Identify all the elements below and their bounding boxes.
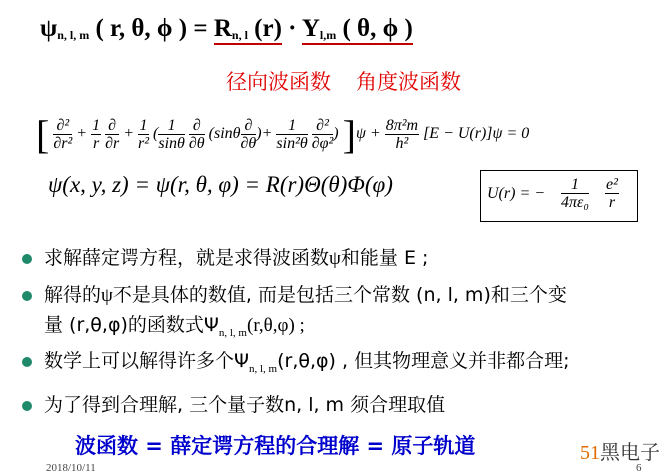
bullet-2-cont [44, 310, 305, 339]
bullet-dot [22, 357, 32, 367]
angular-label: 角度波函数 [356, 70, 461, 94]
bullet-text: 和能量 E ; [340, 247, 429, 269]
bullet-text: (r,θ,φ) , 但其物理意义并非都合理; [277, 350, 570, 372]
wavefunction-separation-equation [40, 15, 413, 43]
potential-box: U(r) = − $\frac{1}{\text{4πε₀}}$ $\frac{\text{e²}}{r}$ [480, 170, 638, 222]
bullet-text: 解得的 [44, 284, 102, 306]
psi-subscript: n, l, m [218, 326, 247, 339]
bullet-text: 为了得到合理解, 三个量子数n, l, m 须合理取值 [44, 394, 446, 416]
angular-args: ( θ, ϕ ) [342, 15, 413, 42]
bullet-2 [44, 280, 567, 307]
bullet-text: 数学上可以解得许多个Ψ [44, 350, 249, 372]
potential-lhs: U(r) = − [487, 185, 546, 202]
bullet-3 [44, 346, 570, 375]
psi-subscript: n, l, m [57, 28, 90, 42]
radial-args: (r) [254, 15, 282, 42]
logo-number: 51 [580, 442, 600, 464]
energy-term: [E − U(r)]ψ [423, 125, 503, 143]
radial-subscript: n, l [231, 28, 248, 42]
bullet-text: 不是具体的数值, 而是包括三个常数 (n, l, m)和三个变 [112, 284, 567, 306]
wavefunction-coordinate-equation: ψ(x, y, z) = ψ(r, θ, φ) = R(r)Θ(θ)Φ(φ) [48, 172, 393, 197]
psi-subscript: n, l, m [248, 362, 278, 375]
bullet-dot [22, 254, 32, 264]
radial-label: 径向波函数 [226, 70, 331, 94]
logo-text: 黑电子 [600, 440, 660, 464]
bullet-4 [44, 390, 445, 417]
psi-symbol: ψ [40, 15, 58, 42]
dot-operator: · [288, 15, 297, 42]
angular-part [302, 15, 413, 45]
psi-symbol: ψ [101, 285, 113, 306]
radial-symbol: R [213, 15, 232, 42]
summary-line: 波函数 = 薛定谔方程的合理解 = 原子轨道 [75, 434, 476, 458]
footer-date: 2018/10/11 [46, 462, 96, 474]
psi-args: ( r, θ, ϕ ) = [95, 15, 208, 42]
schrodinger-equation: [ $\frac{\text{∂²}}{\text{∂r²}}$ + $\frac{1}{r}$ $\frac{\partial}{\partial r}$ + $\frac{1}{\text{r²}}$ ( $\frac{1}{\sin\theta}$ $\frac{\partial}{\partial\theta}$ (sinθ $\frac{\partial}{\partial\theta}$ )+ $\frac{1}{\text{sin²θ}}$ $\frac{\text{∂²}}{\text{∂φ²}}$ ) ]ψ + $\frac{\text{8π²m}}{\text{h²}}$ [E − U(r)]ψ = 0 [36, 112, 530, 157]
angular-symbol: Y [301, 15, 320, 42]
bullet-dot [22, 291, 32, 301]
bullet-text: 量 (r,θ,φ)的函数式Ψ [44, 314, 219, 336]
bullet-text: 求解薛定谔方程，就是求得波函数 [44, 247, 330, 269]
bullet-dot [22, 401, 32, 411]
equals-zero: = 0 [506, 125, 530, 143]
site-logo [580, 436, 660, 465]
page-number: 6 [636, 462, 642, 474]
bullet-text: (r,θ,φ) ; [247, 315, 305, 336]
angular-subscript: l,m [319, 28, 337, 42]
bullet-1 [44, 243, 428, 270]
psi-symbol: ψ [329, 248, 341, 269]
radial-part [214, 15, 282, 45]
